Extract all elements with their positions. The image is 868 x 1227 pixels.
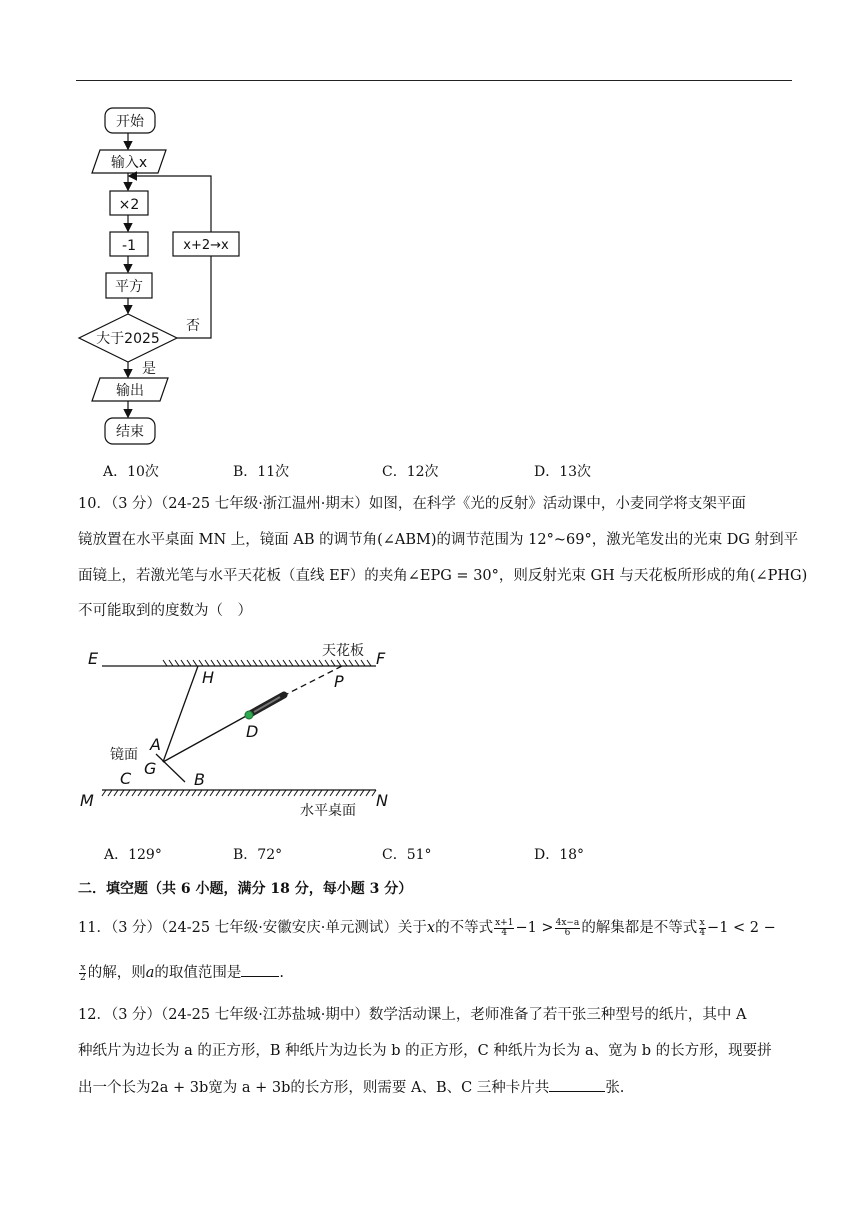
- assign-label: x+2→x: [183, 238, 229, 253]
- flowchart-diagram: [70, 100, 260, 452]
- q11-fraction-3: [698, 919, 706, 938]
- label-n: N: [376, 791, 388, 810]
- q11-line2b: 的取值范围是: [154, 965, 242, 981]
- q9-option-d: D．13次: [534, 464, 592, 480]
- label-a: A: [150, 735, 161, 754]
- q12-line3a: 出一个长为2a + 3b宽为 a + 3b的长方形，则需要 A、B、C 三种卡片共: [78, 1080, 550, 1096]
- decision-label: 大于2025: [96, 331, 160, 347]
- q11-mid2: −1 >: [515, 920, 554, 936]
- q12-line-2: 种纸片为边长为 a 的正方形，B 种纸片为边长为 b 的正方形，C 种纸片为长为 a、宽为 b 的长方形，现要拼: [78, 1043, 772, 1059]
- header-rule: [76, 80, 792, 81]
- q10-option-c: C．51°: [382, 847, 432, 863]
- q10-line-2: 镜放置在水平桌面 MN 上，镜面 AB 的调节角(∠ABM)的调节范围为 12°~69°，激光笔发出的光束 DG 射到平: [78, 532, 799, 548]
- label-c: C: [120, 769, 132, 788]
- laser-pen-icon: [245, 695, 284, 719]
- q9-option-c: C．12次: [382, 464, 439, 480]
- q11-line-2: [78, 962, 284, 983]
- q11-f1-den: 4: [501, 927, 508, 938]
- q11-var-x: x: [426, 920, 436, 936]
- label-f: F: [376, 649, 386, 668]
- no-label: 否: [186, 318, 200, 334]
- q11-f1-num: x+1: [495, 917, 514, 928]
- mirror-reflection-figure: [78, 640, 408, 825]
- label-b: B: [194, 770, 205, 789]
- label-m: M: [80, 791, 94, 810]
- q11-mid4: −1 < 2 −: [707, 920, 776, 936]
- q11-f2-num: 4x−a: [555, 917, 580, 928]
- q11-f3-num: x: [699, 917, 705, 928]
- times2-label: ×2: [118, 197, 140, 213]
- label-p: P: [334, 672, 344, 691]
- square-label: 平方: [115, 279, 143, 295]
- q10-line-3: 面镜上，若激光笔与水平天花板（直线 EF）的夹角∠EPG = 30°，则反射光束 GH 与天花板所形成的角(∠PHG): [78, 568, 808, 584]
- q11-f2-den: 6: [564, 927, 571, 938]
- q9-option-a: A．10次: [103, 464, 159, 480]
- minus1-label: -1: [122, 238, 136, 254]
- q11-mid1: 的不等式: [435, 920, 494, 936]
- q12-line-3: [78, 1077, 624, 1098]
- label-d: D: [246, 722, 259, 741]
- q11-f3-den: 4: [699, 927, 706, 938]
- q11-fraction-2: [555, 919, 581, 938]
- q10-line-4: 不可能取到的度数为（ ）: [78, 603, 252, 619]
- q9-option-b: B．11次: [233, 464, 290, 480]
- q11-mid3: 的解集都是不等式: [581, 920, 698, 936]
- mirror-label: 镜面: [110, 747, 138, 763]
- q11-fraction-1: [494, 919, 514, 938]
- q12-line-1: 12．（3 分）（24-25 七年级·江苏盐城·期中）数学活动课上，老师准备了若干张三种型号的纸片，其中 A: [78, 1007, 747, 1023]
- ceiling-label: 天花板: [322, 643, 364, 659]
- q12-line3b: 张.: [605, 1080, 625, 1096]
- q11-line-1: [78, 918, 776, 938]
- label-g: G: [144, 759, 157, 778]
- start-label: 开始: [116, 114, 144, 130]
- q12-answer-blank[interactable]: [549, 1077, 605, 1092]
- yes-label: 是: [142, 361, 156, 377]
- section-2-heading: 二．填空题（共 6 小题，满分 18 分，每小题 3 分）: [78, 881, 413, 897]
- q10-line-1: 10．（3 分）（24-25 七年级·浙江温州·期末）如图，在科学《光的反射》活动课中，小麦同学将支架平面: [78, 496, 746, 512]
- q11-answer-blank[interactable]: [241, 962, 279, 977]
- q11-fraction-4: [79, 964, 87, 983]
- q11-prefix: 11．（3 分）（24-25 七年级·安徽安庆·单元测试）关于: [78, 920, 427, 936]
- input-label: 输入x: [110, 155, 148, 171]
- output-label: 输出: [116, 383, 144, 399]
- q10-option-b: B．72°: [233, 847, 283, 863]
- q11-f4-den: 2: [80, 972, 86, 983]
- q10-option-a: A．129°: [104, 847, 162, 863]
- label-h: H: [202, 668, 215, 687]
- desk-label: 水平桌面: [300, 803, 356, 819]
- q10-option-d: D．18°: [534, 847, 585, 863]
- q11-line2a: 的解，则: [87, 965, 146, 981]
- q11-var-a: a: [145, 965, 155, 981]
- q11-end: .: [279, 965, 284, 981]
- q11-f4-num: x: [80, 962, 86, 973]
- label-e: E: [88, 649, 99, 668]
- end-label: 结束: [116, 424, 144, 440]
